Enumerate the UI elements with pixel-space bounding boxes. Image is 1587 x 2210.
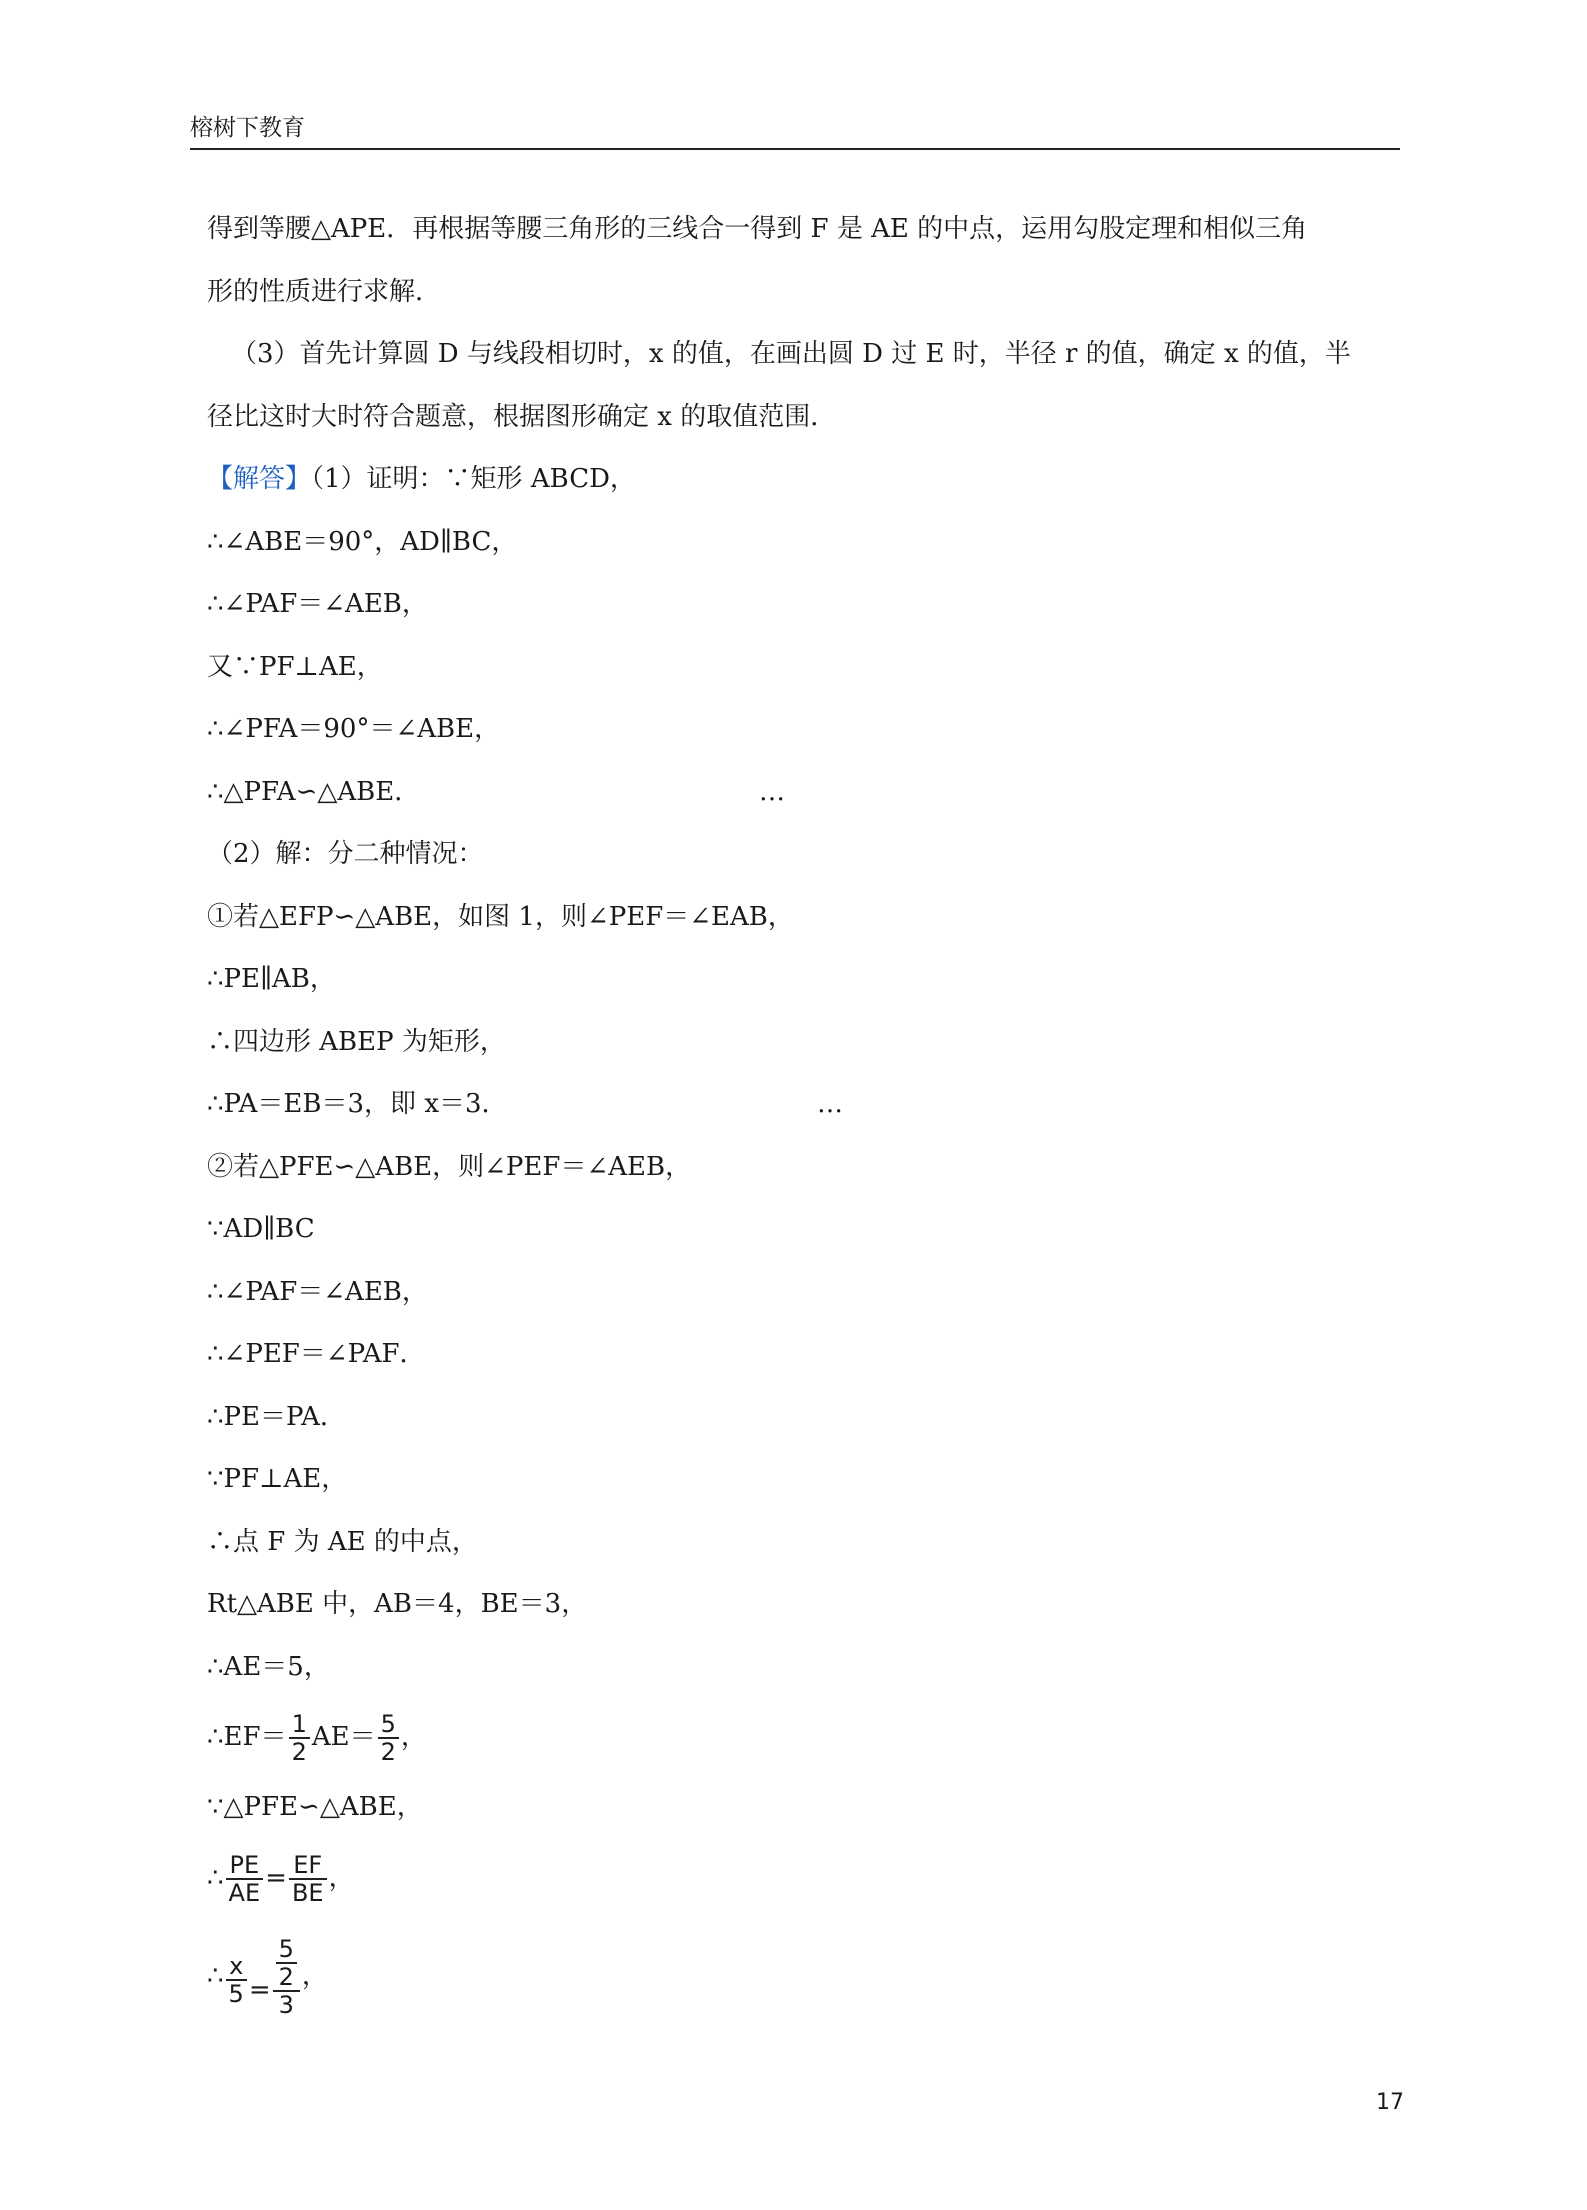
text-line: 径比这时大时符合题意，根据图形确定 x 的取值范围． [207, 401, 837, 432]
fraction-pe-ae [226, 1852, 264, 1906]
case2-line: Rt△ABE 中，AB＝4，BE＝3， [207, 1589, 588, 1619]
case2-line: ∴点 F 为 AE 的中点， [207, 1526, 478, 1557]
case1-line: ①若△EFP∽△ABE，如图 1，则∠PEF＝∠EAB， [207, 901, 794, 932]
equals-sign: = [265, 1862, 287, 1893]
eq-suffix: ， [301, 1960, 328, 1991]
document-body [207, 198, 1402, 2049]
step-text: ∴PA＝EB＝3，即 x＝3． [207, 1089, 508, 1119]
text-line: 得到等腰△APE．再根据等腰三角形的三线合一得到 F 是 AE 的中点，运用勾股定理和相似三角 [207, 214, 1308, 244]
denominator: 2 [380, 1738, 396, 1766]
ratio-equation [207, 1839, 1402, 1917]
numerator: EF [289, 1852, 327, 1880]
inner-fraction [276, 1936, 297, 1990]
header-title: 榕树下教育 [190, 115, 305, 141]
case2-line: ∵AD∥BC [207, 1214, 315, 1244]
denominator: BE [291, 1878, 324, 1907]
denominator: 3 [278, 1990, 294, 2019]
fraction-result [378, 1711, 399, 1765]
fraction-complex [273, 1936, 300, 2018]
answer-first: （1）证明：∵矩形 ABCD， [311, 464, 636, 494]
step-line-with-dots [207, 761, 1402, 824]
denominator: 5 [228, 1979, 244, 2008]
x-equation [207, 1917, 1402, 2049]
case2-line: ∵PF⊥AE， [207, 1464, 348, 1494]
case2-line: ②若△PFE∽△ABE，则∠PEF＝∠AEB， [207, 1151, 692, 1182]
case1-line: ∴PE∥AB， [207, 964, 336, 994]
answer-heading [207, 448, 1402, 511]
numerator: 5 [276, 1936, 297, 1964]
denominator: AE [228, 1878, 261, 1907]
case2-line: ∴∠PAF＝∠AEB， [207, 1276, 428, 1307]
case2-line: ∴AE＝5， [207, 1651, 330, 1682]
case2-line: ∴PE＝PA． [207, 1401, 346, 1432]
ellipsis-mark: … [817, 1089, 845, 1119]
case2-line: ∴∠PEF＝∠PAF． [207, 1339, 426, 1369]
numerator: 1 [289, 1711, 310, 1739]
eq-prefix: ∴EF＝ [207, 1722, 287, 1752]
fraction-ef-be [289, 1852, 327, 1906]
complex-numerator [273, 1936, 300, 1992]
step-text: ∴△PFA∽△ABE． [207, 776, 421, 807]
numerator: PE [226, 1852, 264, 1880]
text-line: （3）首先计算圆 D 与线段相切时，x 的值，在画出圆 D 过 E 时，半径 r 的值，确定 x 的值，半 [231, 339, 1351, 369]
case1-line: ∴四边形 ABEP 为矩形， [207, 1026, 506, 1057]
ellipsis-mark: … [759, 776, 787, 807]
eq-suffix: ， [400, 1722, 427, 1752]
text-line: 形的性质进行求解． [207, 276, 442, 307]
numerator: x [226, 1953, 247, 1981]
numerator: 5 [378, 1711, 399, 1739]
page-number: 17 [1376, 2090, 1404, 2115]
case1-line-with-dots [207, 1073, 1402, 1136]
step-line: ∴∠ABE＝90°，AD∥BC， [207, 526, 518, 557]
eq-prefix: ∴ [207, 1862, 224, 1893]
step-line: 又∵PF⊥AE， [207, 651, 383, 682]
denominator: 2 [291, 1738, 307, 1766]
ef-equation [207, 1698, 1402, 1776]
part2-title: （2）解：分二种情况： [207, 839, 484, 869]
eq-suffix: ， [328, 1862, 355, 1893]
denominator: 2 [278, 1962, 294, 1991]
eq-mid: AE＝ [311, 1722, 376, 1752]
fraction-x-5 [226, 1953, 247, 2007]
step-line: ∴∠PAF＝∠AEB， [207, 589, 428, 619]
page-header [190, 112, 1400, 150]
equals-sign: = [248, 1974, 271, 2005]
eq-prefix: ∴ [207, 1960, 224, 1991]
similarity-line: ∵△PFE∽△ABE， [207, 1792, 423, 1822]
step-line: ∴∠PFA＝90°＝∠ABE， [207, 714, 501, 744]
answer-tag: 【解答】 [207, 464, 312, 494]
fraction-half [289, 1711, 310, 1765]
